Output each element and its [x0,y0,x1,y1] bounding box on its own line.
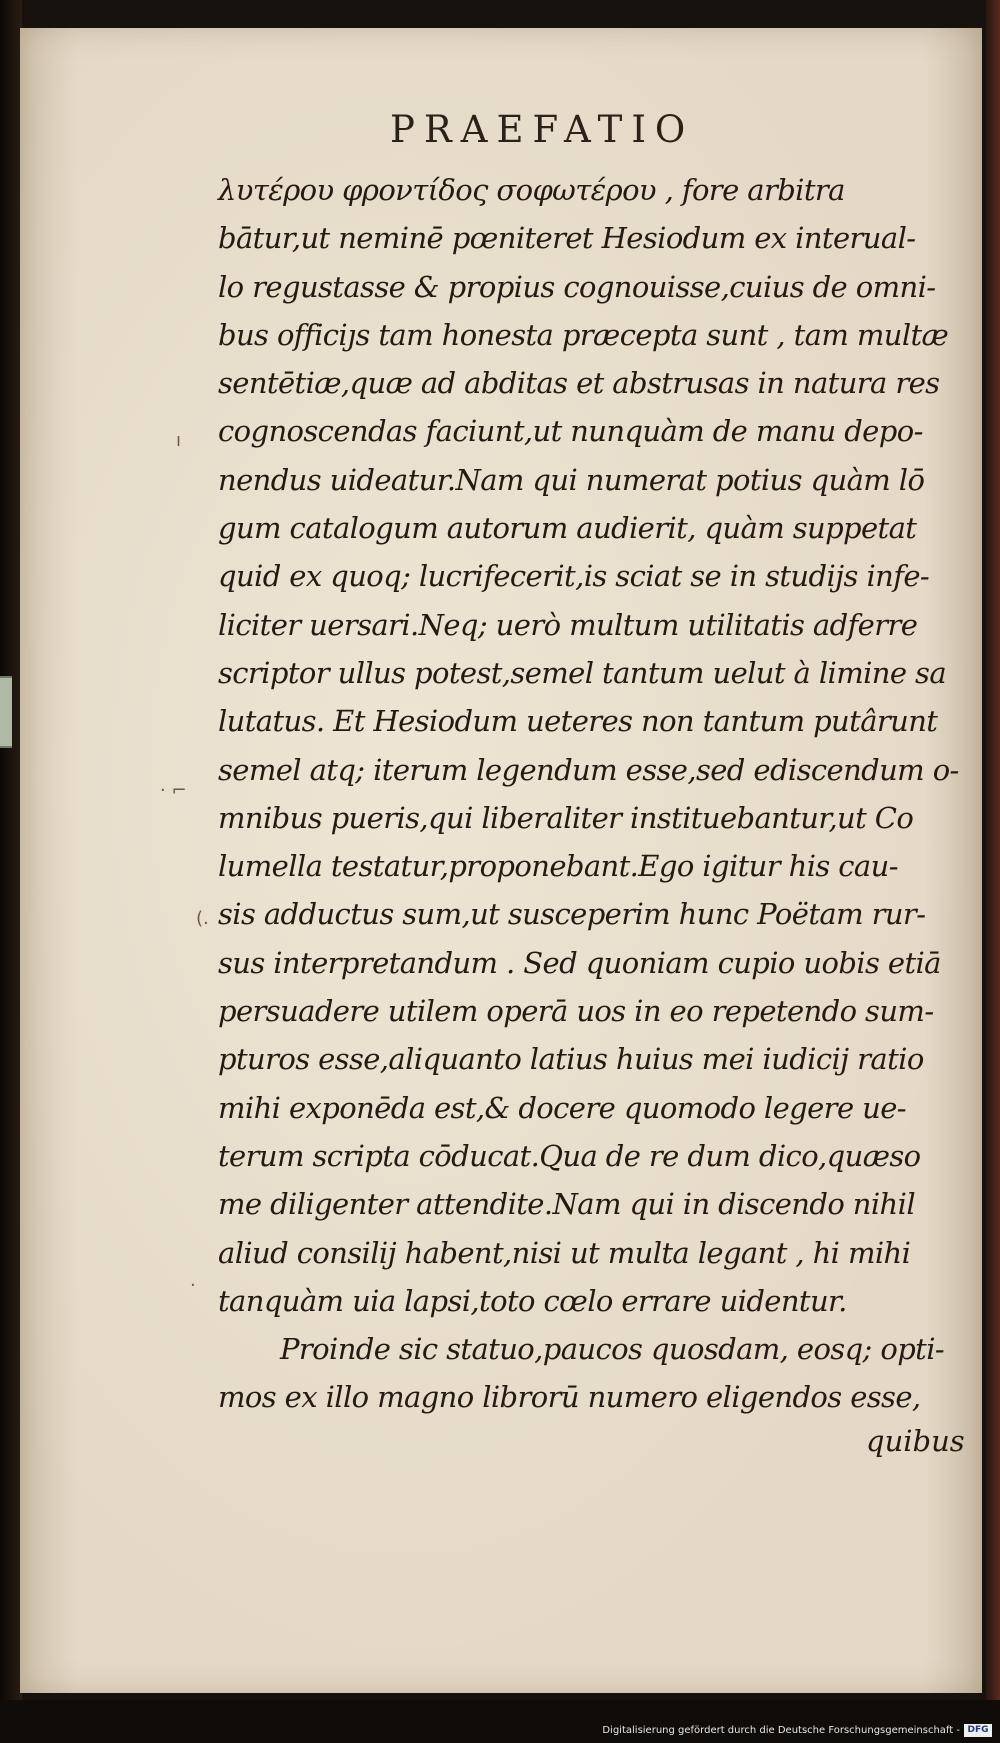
text-line: lo regustasse & propius cognouisse,cuius de omni- [218,269,936,304]
text-line: sis adductus sum,ut susceperim hunc Poëtam rur- [218,897,926,932]
margin-mark: (. [196,908,209,929]
digitization-credit: Digitalisierung gefördert durch die Deutsche Forschungsgemeinschaft - [602,1725,960,1736]
text-line: mos ex illo magno librorū numero eligendos esse, [218,1380,921,1415]
margin-mark: ı [176,430,182,451]
text-line: sus interpretandum . Sed quoniam cupio uobis etiā [218,945,941,980]
text-line: quid ex quoq; lucrifecerit,is sciat se in studijs infe- [218,559,930,594]
dfg-logo: DFG [964,1724,992,1737]
text-line: nendus uideatur.Nam qui numerat potius quàm lō [218,462,925,497]
text-line: mnibus pueris,qui liberaliter instituebantur,ut Co [218,800,914,835]
text-line: lumella testatur,proponebant.Ego igitur his cau- [218,849,898,884]
text-line: terum scripta cōducat.Qua de re dum dico,quæso [218,1138,921,1173]
text-line: bus officiȷs tam honesta præcepta sunt , tam multæ [218,317,949,352]
margin-mark: . [190,1270,196,1291]
text-line: me diligenter attendite.Nam qui in discendo nihil [218,1187,915,1222]
text-line: persuadere utilem operā uos in eo repetendo sum- [218,994,934,1029]
catchword: quibus [866,1424,965,1458]
text-line: bātur,ut neminē pœniteret Hesiodum ex interual- [218,221,916,256]
page-edge [986,0,1000,1700]
margin-mark: · ⌐ [160,780,187,801]
body-text [218,166,978,1422]
text-line: λυτέρου φροντίδος σοφωτέρου , fore arbitra [218,173,845,207]
text-line: scriptor ullus potest,semel tantum uelut à limine sa [218,655,947,690]
text-line: gum catalogum autorum audierit, quàm suppetat [218,511,917,546]
running-head: PRAEFATIO [390,108,695,151]
text-line: lutatus. Et Hesiodum ueteres non tantum putârunt [218,704,938,739]
footer-bar [0,1700,1000,1743]
text-line: mihi exponēda est,& docere quomodo legere ue- [218,1090,906,1125]
text-line: liciter uersari.Neq; uerò multum utilitatis adferre [218,607,918,642]
text-line: aliud consilij habent,nisi ut multa legant , hi mihi [218,1235,911,1270]
text-line: tanquàm uia lapsi,toto cœlo errare uidentur. [218,1283,847,1318]
text-line: semel atq; iterum legendum esse,sed ediscendum o- [218,752,959,787]
text-line: cognoscendas faciunt,ut nunquàm de manu depo- [218,414,923,449]
text-line: pturos esse,aliquanto latius huius mei iudicij ratio [218,1042,924,1077]
bookmark-tab [0,676,12,748]
binding-edge [0,0,22,1700]
text-line: Proinde sic statuo,paucos quosdam, eosq; opti- [280,1332,945,1367]
text-line: sentētiæ,quæ ad abditas et abstrusas in natura res [218,366,940,401]
